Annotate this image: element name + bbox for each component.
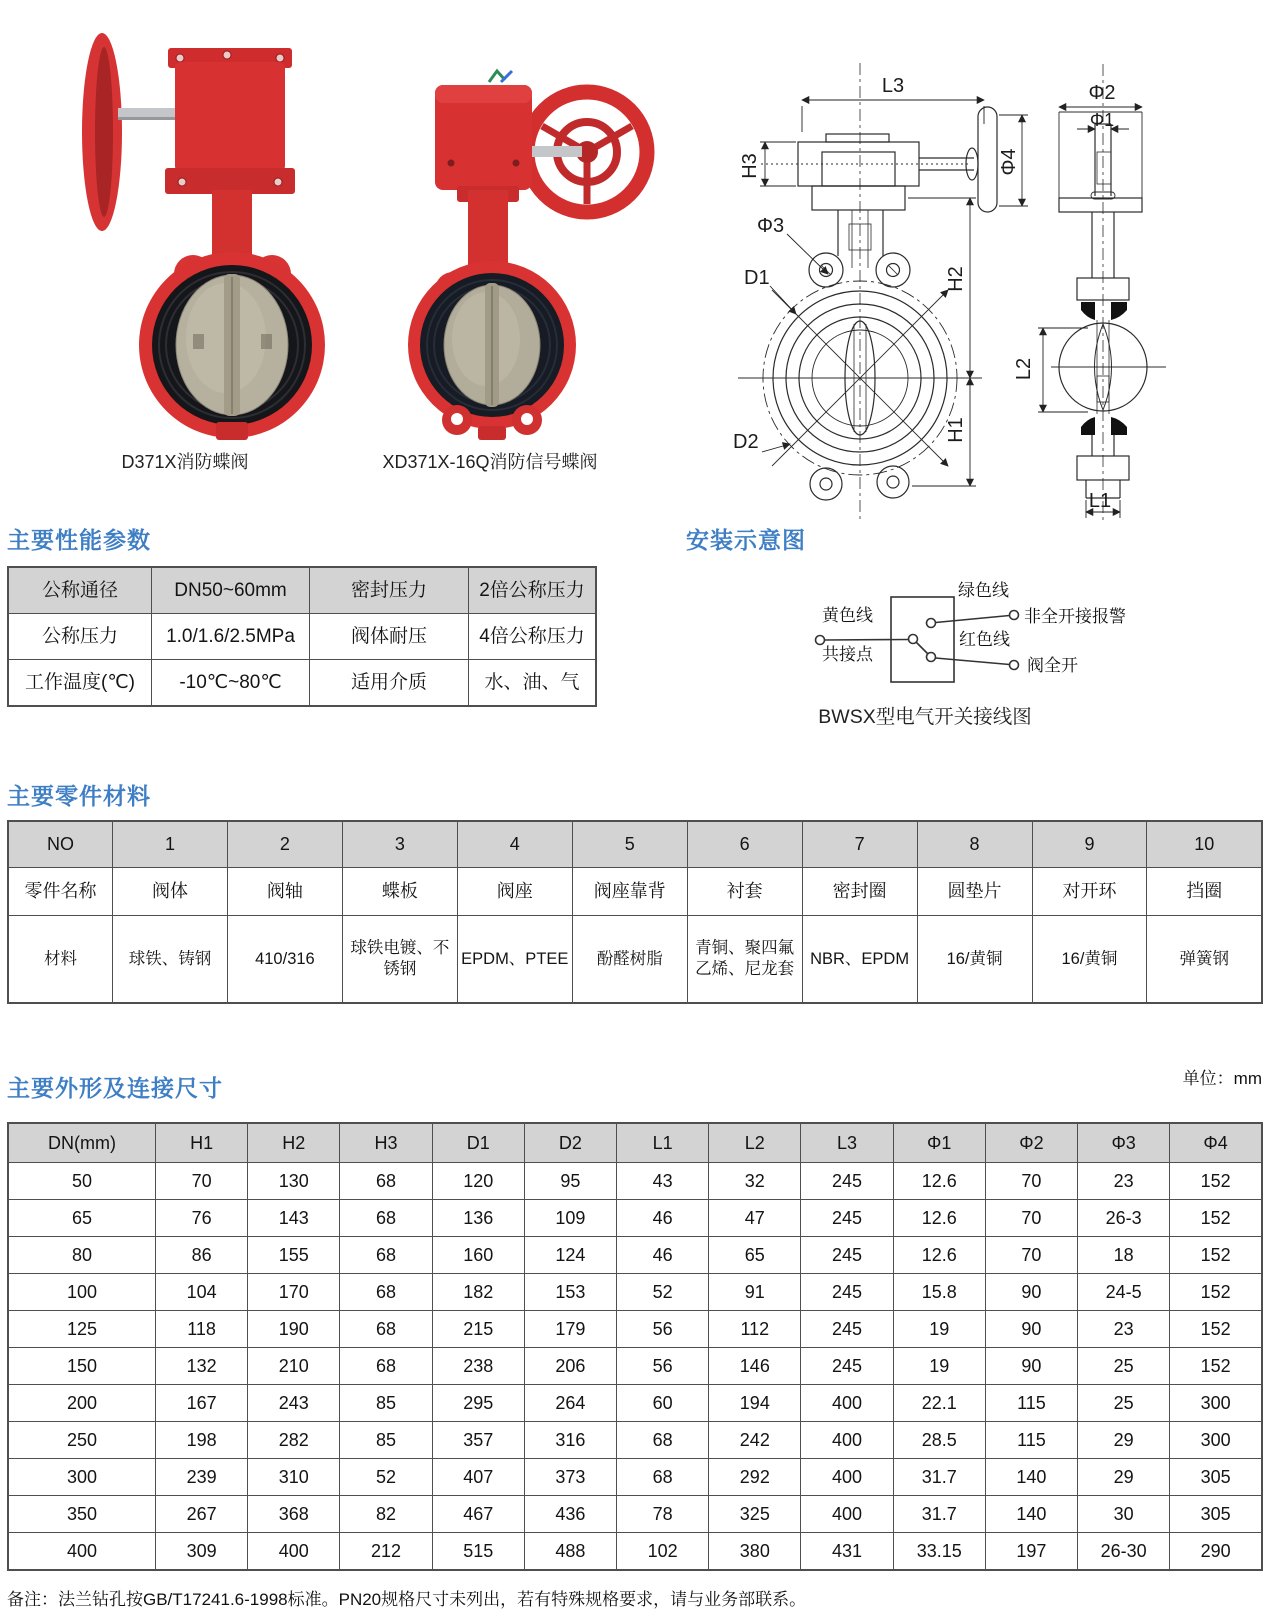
table-cell: 407 bbox=[432, 1459, 524, 1496]
table-cell: 198 bbox=[156, 1422, 248, 1459]
dimension-labels bbox=[733, 75, 1116, 512]
table-cell: H3 bbox=[340, 1123, 432, 1163]
table-row bbox=[8, 1533, 1262, 1571]
table-cell: 52 bbox=[340, 1459, 432, 1496]
product-photo-xd371x bbox=[385, 68, 655, 443]
table-cell: DN50~60mm bbox=[152, 567, 310, 614]
table-cell: 245 bbox=[801, 1200, 893, 1237]
table-cell: 4 bbox=[457, 821, 572, 868]
table-cell: 115 bbox=[985, 1385, 1077, 1422]
table-cell: 295 bbox=[432, 1385, 524, 1422]
table-cell: 6 bbox=[687, 821, 802, 868]
table-cell: 215 bbox=[432, 1311, 524, 1348]
table-cell: Φ1 bbox=[893, 1123, 985, 1163]
table-cell: 245 bbox=[801, 1163, 893, 1200]
table-cell: 267 bbox=[156, 1496, 248, 1533]
table-cell: 120 bbox=[432, 1163, 524, 1200]
table-cell: 132 bbox=[156, 1348, 248, 1385]
table-cell: 190 bbox=[248, 1311, 340, 1348]
table-row bbox=[8, 821, 1262, 868]
table-cell: Φ3 bbox=[1078, 1123, 1170, 1163]
table-cell: 210 bbox=[248, 1348, 340, 1385]
table-cell: 工作温度(℃) bbox=[8, 660, 152, 707]
table-cell: 152 bbox=[1170, 1274, 1262, 1311]
table-cell: 143 bbox=[248, 1200, 340, 1237]
materials-table bbox=[7, 820, 1263, 1004]
table-cell: 16/黄铜 bbox=[1032, 916, 1147, 1004]
table-cell: 357 bbox=[432, 1422, 524, 1459]
table-cell: 32 bbox=[709, 1163, 801, 1200]
table-cell: 300 bbox=[8, 1459, 156, 1496]
dim-label-l2: L2 bbox=[1013, 357, 1035, 381]
table-cell: 160 bbox=[432, 1237, 524, 1274]
table-row bbox=[8, 1123, 1262, 1163]
table-cell: 242 bbox=[709, 1422, 801, 1459]
table-cell: 152 bbox=[1170, 1348, 1262, 1385]
table-cell: 282 bbox=[248, 1422, 340, 1459]
table-cell: H1 bbox=[156, 1123, 248, 1163]
table-cell: 2 bbox=[227, 821, 342, 868]
table-cell: 373 bbox=[524, 1459, 616, 1496]
table-cell: 146 bbox=[709, 1348, 801, 1385]
table-cell: 305 bbox=[1170, 1496, 1262, 1533]
table-cell: 31.7 bbox=[893, 1459, 985, 1496]
table-cell: 400 bbox=[801, 1459, 893, 1496]
valve-photo-illustration bbox=[30, 22, 340, 442]
table-cell: 152 bbox=[1170, 1163, 1262, 1200]
table-row bbox=[8, 1163, 1262, 1200]
table-cell: 325 bbox=[709, 1496, 801, 1533]
table-cell: 密封圈 bbox=[802, 868, 917, 916]
table-cell: 197 bbox=[985, 1533, 1077, 1571]
table-cell: 104 bbox=[156, 1274, 248, 1311]
table-cell: 68 bbox=[340, 1237, 432, 1274]
table-cell: 22.1 bbox=[893, 1385, 985, 1422]
table-cell: 153 bbox=[524, 1274, 616, 1311]
table-cell: 90 bbox=[985, 1348, 1077, 1385]
table-cell: 310 bbox=[248, 1459, 340, 1496]
table-cell: 125 bbox=[8, 1311, 156, 1348]
table-cell: 206 bbox=[524, 1348, 616, 1385]
table-cell: L3 bbox=[801, 1123, 893, 1163]
table-cell: 264 bbox=[524, 1385, 616, 1422]
table-cell: 蝶板 bbox=[342, 868, 457, 916]
table-cell: 179 bbox=[524, 1311, 616, 1348]
table-cell: 182 bbox=[432, 1274, 524, 1311]
dim-label-h3: H3 bbox=[739, 153, 761, 179]
table-cell: 200 bbox=[8, 1385, 156, 1422]
table-cell: 12.6 bbox=[893, 1200, 985, 1237]
dim-label-d2: D2 bbox=[733, 431, 759, 453]
table-cell: 圆垫片 bbox=[917, 868, 1032, 916]
table-cell: 弹簧钢 bbox=[1147, 916, 1262, 1004]
dim-label-l3: L3 bbox=[881, 75, 905, 97]
section-title-installation: 安装示意图 bbox=[686, 527, 806, 553]
table-cell: 33.15 bbox=[893, 1533, 985, 1571]
table-cell: 91 bbox=[709, 1274, 801, 1311]
table-cell: 4倍公称压力 bbox=[469, 614, 597, 660]
table-cell: 155 bbox=[248, 1237, 340, 1274]
table-cell: 488 bbox=[524, 1533, 616, 1571]
table-cell: 85 bbox=[340, 1385, 432, 1422]
product-caption-d371x: D371X消防蝶阀 bbox=[121, 452, 249, 472]
table-cell: 400 bbox=[801, 1496, 893, 1533]
table-cell: -10℃~80℃ bbox=[152, 660, 310, 707]
table-row bbox=[8, 614, 596, 660]
table-cell: 60 bbox=[617, 1385, 709, 1422]
table-row bbox=[8, 1496, 1262, 1533]
table-cell: 对开环 bbox=[1032, 868, 1147, 916]
table-cell: 65 bbox=[709, 1237, 801, 1274]
table-cell: 300 bbox=[1170, 1385, 1262, 1422]
section-title-materials: 主要零件材料 bbox=[7, 783, 151, 809]
table-cell: 124 bbox=[524, 1237, 616, 1274]
table-cell: 密封压力 bbox=[310, 567, 469, 614]
table-row bbox=[8, 1200, 1262, 1237]
table-cell: 19 bbox=[893, 1311, 985, 1348]
dim-label-phi4: Φ4 bbox=[998, 148, 1020, 176]
table-cell: Φ4 bbox=[1170, 1123, 1262, 1163]
table-cell: 2倍公称压力 bbox=[469, 567, 597, 614]
table-cell: 68 bbox=[340, 1163, 432, 1200]
table-cell: 309 bbox=[156, 1533, 248, 1571]
table-cell: 316 bbox=[524, 1422, 616, 1459]
table-cell: 90 bbox=[985, 1274, 1077, 1311]
table-cell: 52 bbox=[617, 1274, 709, 1311]
table-cell: 3 bbox=[342, 821, 457, 868]
table-cell: Φ2 bbox=[985, 1123, 1077, 1163]
table-cell: 青铜、聚四氟乙烯、尼龙套 bbox=[687, 916, 802, 1004]
table-cell: 47 bbox=[709, 1200, 801, 1237]
table-cell: 43 bbox=[617, 1163, 709, 1200]
table-cell: 挡圈 bbox=[1147, 868, 1262, 916]
table-cell: 31.7 bbox=[893, 1496, 985, 1533]
table-row bbox=[8, 1237, 1262, 1274]
table-cell: 380 bbox=[709, 1533, 801, 1571]
table-cell: 70 bbox=[985, 1163, 1077, 1200]
table-cell: 152 bbox=[1170, 1200, 1262, 1237]
table-cell: 109 bbox=[524, 1200, 616, 1237]
table-cell: 292 bbox=[709, 1459, 801, 1496]
table-cell: 68 bbox=[340, 1348, 432, 1385]
table-cell: 431 bbox=[801, 1533, 893, 1571]
table-cell: 46 bbox=[617, 1200, 709, 1237]
table-row bbox=[8, 1422, 1262, 1459]
table-cell: 70 bbox=[985, 1237, 1077, 1274]
table-cell: 12.6 bbox=[893, 1237, 985, 1274]
label-green-wire: 绿色线 bbox=[958, 581, 1009, 600]
table-cell: 68 bbox=[340, 1311, 432, 1348]
table-cell: 29 bbox=[1078, 1422, 1170, 1459]
table-cell: 68 bbox=[617, 1422, 709, 1459]
table-cell: 130 bbox=[248, 1163, 340, 1200]
table-cell: 28.5 bbox=[893, 1422, 985, 1459]
table-cell: 80 bbox=[8, 1237, 156, 1274]
table-cell: 82 bbox=[340, 1496, 432, 1533]
dim-label-h2: H2 bbox=[945, 266, 967, 292]
table-cell: 材料 bbox=[8, 916, 113, 1004]
table-cell: 140 bbox=[985, 1496, 1077, 1533]
table-cell: 400 bbox=[801, 1385, 893, 1422]
table-cell: 25 bbox=[1078, 1385, 1170, 1422]
table-cell: 245 bbox=[801, 1311, 893, 1348]
table-cell: 85 bbox=[340, 1422, 432, 1459]
table-row bbox=[8, 1274, 1262, 1311]
table-cell: 140 bbox=[985, 1459, 1077, 1496]
product-caption-xd371x: XD371X-16Q消防信号蝶阀 bbox=[382, 452, 598, 472]
table-cell: 212 bbox=[340, 1533, 432, 1571]
table-cell: 167 bbox=[156, 1385, 248, 1422]
dim-label-h1: H1 bbox=[945, 417, 967, 443]
table-cell: 衬套 bbox=[687, 868, 802, 916]
table-cell: 水、油、气 bbox=[469, 660, 597, 707]
wiring-caption: BWSX型电气开关接线图 bbox=[818, 706, 1032, 728]
table-cell: 19 bbox=[893, 1348, 985, 1385]
table-row bbox=[8, 1311, 1262, 1348]
table-cell: 112 bbox=[709, 1311, 801, 1348]
table-cell: 136 bbox=[432, 1200, 524, 1237]
dim-label-l1: L1 bbox=[1088, 490, 1112, 512]
table-cell: 15.8 bbox=[893, 1274, 985, 1311]
table-cell: 68 bbox=[617, 1459, 709, 1496]
table-cell: 170 bbox=[248, 1274, 340, 1311]
table-cell: 239 bbox=[156, 1459, 248, 1496]
dimensions-table bbox=[7, 1122, 1263, 1571]
label-yellow-wire: 黄色线 bbox=[822, 606, 873, 625]
table-cell: 18 bbox=[1078, 1237, 1170, 1274]
table-cell: 368 bbox=[248, 1496, 340, 1533]
table-cell: L2 bbox=[709, 1123, 801, 1163]
table-row bbox=[8, 1348, 1262, 1385]
performance-table bbox=[7, 566, 597, 707]
table-cell: 78 bbox=[617, 1496, 709, 1533]
table-cell: 243 bbox=[248, 1385, 340, 1422]
table-cell: H2 bbox=[248, 1123, 340, 1163]
table-cell: 零件名称 bbox=[8, 868, 113, 916]
table-cell: 290 bbox=[1170, 1533, 1262, 1571]
table-cell: 酚醛树脂 bbox=[572, 916, 687, 1004]
table-cell: 阀座靠背 bbox=[572, 868, 687, 916]
table-cell: 29 bbox=[1078, 1459, 1170, 1496]
table-cell: 适用介质 bbox=[310, 660, 469, 707]
label-alarm-terminal: 非全开接报警 bbox=[1024, 607, 1126, 626]
dim-label-phi1: Φ1 bbox=[1089, 110, 1115, 130]
table-cell: 阀体耐压 bbox=[310, 614, 469, 660]
table-cell: 194 bbox=[709, 1385, 801, 1422]
table-cell: 1 bbox=[113, 821, 228, 868]
table-cell: 350 bbox=[8, 1496, 156, 1533]
table-cell: 50 bbox=[8, 1163, 156, 1200]
table-cell: 150 bbox=[8, 1348, 156, 1385]
table-cell: 70 bbox=[985, 1200, 1077, 1237]
table-cell: 10 bbox=[1147, 821, 1262, 868]
table-cell: DN(mm) bbox=[8, 1123, 156, 1163]
table-cell: 76 bbox=[156, 1200, 248, 1237]
section-title-performance: 主要性能参数 bbox=[7, 527, 151, 553]
table-cell: 1.0/1.6/2.5MPa bbox=[152, 614, 310, 660]
table-cell: NBR、EPDM bbox=[802, 916, 917, 1004]
dim-label-d1: D1 bbox=[744, 267, 770, 289]
table-cell: 26-30 bbox=[1078, 1533, 1170, 1571]
table-cell: 阀座 bbox=[457, 868, 572, 916]
table-cell: D2 bbox=[524, 1123, 616, 1163]
table-cell: 115 bbox=[985, 1422, 1077, 1459]
table-cell: 公称压力 bbox=[8, 614, 152, 660]
table-cell: 阀轴 bbox=[227, 868, 342, 916]
dim-label-phi2: Φ2 bbox=[1088, 82, 1116, 104]
table-row bbox=[8, 567, 596, 614]
footnote: 备注：法兰钻孔按GB/T17241.6-1998标准。PN20规格尺寸未列出，若有特殊规格要求，请与业务部联系。 bbox=[7, 1590, 807, 1609]
table-cell: 23 bbox=[1078, 1163, 1170, 1200]
table-cell: NO bbox=[8, 821, 113, 868]
table-cell: 56 bbox=[617, 1348, 709, 1385]
table-cell: 球铁、铸钢 bbox=[113, 916, 228, 1004]
table-cell: 46 bbox=[617, 1237, 709, 1274]
table-cell: 245 bbox=[801, 1237, 893, 1274]
table-cell: 95 bbox=[524, 1163, 616, 1200]
table-cell: 球铁电镀、不锈钢 bbox=[342, 916, 457, 1004]
table-cell: 118 bbox=[156, 1311, 248, 1348]
table-cell: 7 bbox=[802, 821, 917, 868]
table-cell: D1 bbox=[432, 1123, 524, 1163]
table-cell: 16/黄铜 bbox=[917, 916, 1032, 1004]
table-cell: 515 bbox=[432, 1533, 524, 1571]
table-cell: 467 bbox=[432, 1496, 524, 1533]
table-cell: 305 bbox=[1170, 1459, 1262, 1496]
table-cell: 65 bbox=[8, 1200, 156, 1237]
valve-photo-illustration bbox=[385, 68, 655, 443]
table-cell: 100 bbox=[8, 1274, 156, 1311]
table-cell: 9 bbox=[1032, 821, 1147, 868]
table-cell: L1 bbox=[617, 1123, 709, 1163]
table-cell: 68 bbox=[340, 1200, 432, 1237]
table-cell: 400 bbox=[8, 1533, 156, 1571]
table-cell: 公称通径 bbox=[8, 567, 152, 614]
table-cell: 70 bbox=[156, 1163, 248, 1200]
table-cell: 阀体 bbox=[113, 868, 228, 916]
table-cell: 245 bbox=[801, 1274, 893, 1311]
table-row bbox=[8, 916, 1262, 1004]
table-cell: 152 bbox=[1170, 1311, 1262, 1348]
table-cell: 400 bbox=[801, 1422, 893, 1459]
table-cell: 250 bbox=[8, 1422, 156, 1459]
product-photo-d371x bbox=[30, 22, 340, 442]
table-cell: 410/316 bbox=[227, 916, 342, 1004]
table-row bbox=[8, 1459, 1262, 1496]
table-cell: 86 bbox=[156, 1237, 248, 1274]
table-cell: 152 bbox=[1170, 1237, 1262, 1274]
table-cell: 90 bbox=[985, 1311, 1077, 1348]
label-valve-open-terminal: 阀全开 bbox=[1027, 656, 1078, 675]
table-cell: 30 bbox=[1078, 1496, 1170, 1533]
section-title-dimensions: 主要外形及连接尺寸 bbox=[7, 1075, 223, 1101]
dimension-drawing bbox=[650, 28, 1270, 528]
table-cell: 245 bbox=[801, 1348, 893, 1385]
table-cell: 300 bbox=[1170, 1422, 1262, 1459]
table-row bbox=[8, 868, 1262, 916]
table-cell: 56 bbox=[617, 1311, 709, 1348]
label-red-wire: 红色线 bbox=[959, 630, 1010, 649]
table-cell: 68 bbox=[340, 1274, 432, 1311]
side-view bbox=[1051, 64, 1166, 520]
table-cell: 102 bbox=[617, 1533, 709, 1571]
table-cell: 26-3 bbox=[1078, 1200, 1170, 1237]
table-cell: EPDM、PTEE bbox=[457, 916, 572, 1004]
dim-label-phi3: Φ3 bbox=[757, 215, 785, 237]
table-row bbox=[8, 660, 596, 707]
table-cell: 25 bbox=[1078, 1348, 1170, 1385]
table-cell: 400 bbox=[248, 1533, 340, 1571]
table-cell: 238 bbox=[432, 1348, 524, 1385]
table-cell: 436 bbox=[524, 1496, 616, 1533]
table-cell: 12.6 bbox=[893, 1163, 985, 1200]
table-cell: 8 bbox=[917, 821, 1032, 868]
label-common-point: 共接点 bbox=[822, 645, 873, 664]
table-cell: 24-5 bbox=[1078, 1274, 1170, 1311]
unit-label: 单位：mm bbox=[1182, 1069, 1262, 1088]
table-row bbox=[8, 1385, 1262, 1422]
table-cell: 23 bbox=[1078, 1311, 1170, 1348]
table-cell: 5 bbox=[572, 821, 687, 868]
